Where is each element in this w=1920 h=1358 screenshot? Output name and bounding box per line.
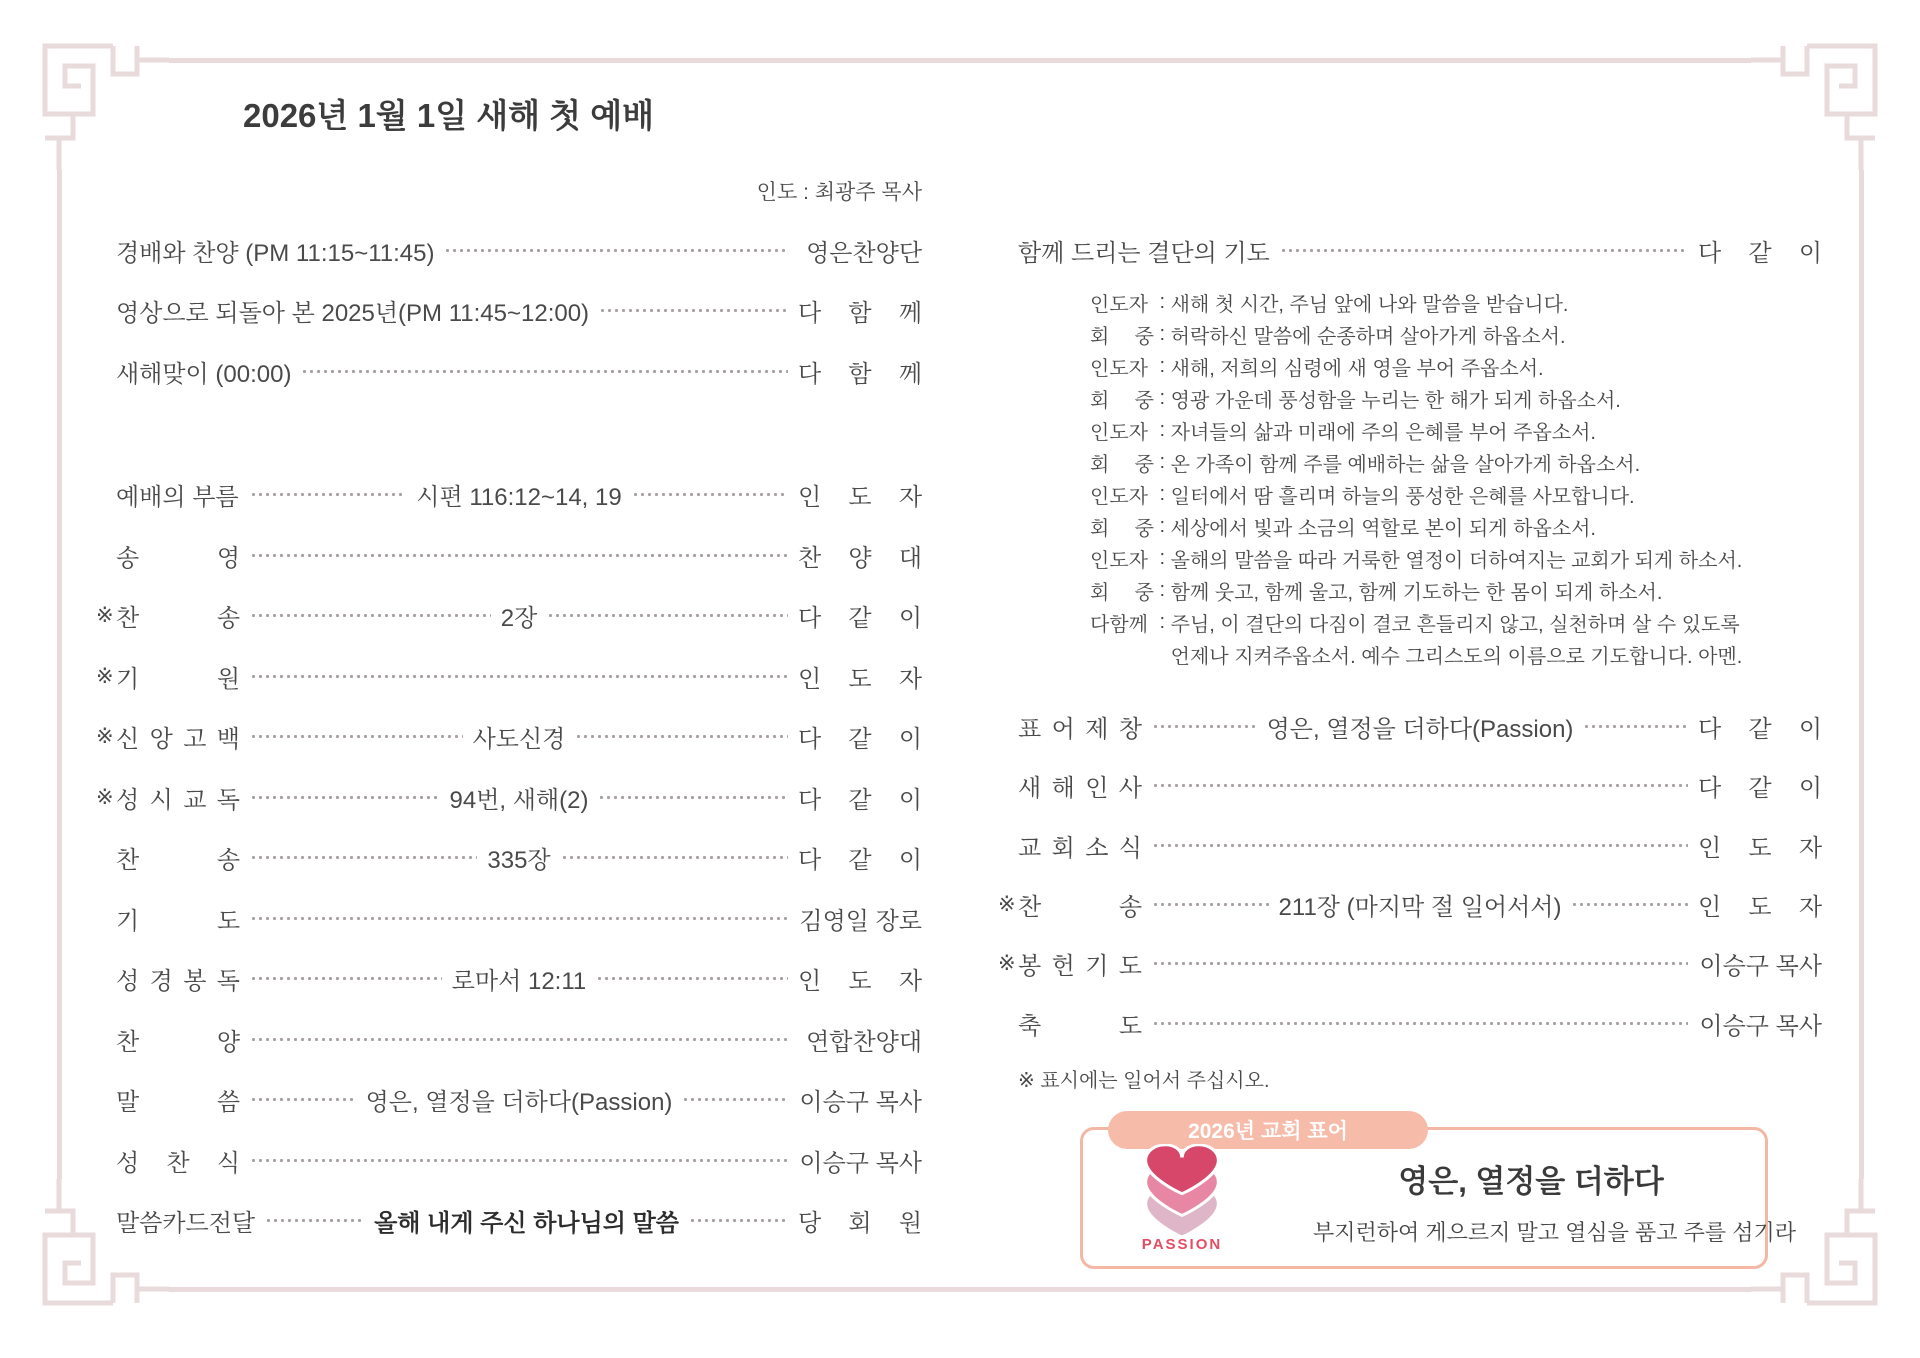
service-item-label <box>1018 946 1142 981</box>
char: 인 <box>798 665 822 693</box>
passion-caption: PASSION <box>1141 1236 1223 1253</box>
service-row <box>96 220 922 281</box>
char: 표 <box>1018 716 1042 744</box>
service-row <box>96 465 922 526</box>
dotted-leader <box>444 248 788 253</box>
service-item-assignee: 연합찬양대 <box>806 1028 922 1056</box>
standing-star-icon: ※ <box>998 893 1016 917</box>
dotted-leader <box>250 976 442 981</box>
prayer-speaker <box>1090 384 1154 413</box>
service-item-detail: 영은, 열정을 더하다(Passion) <box>1266 716 1574 744</box>
char: 영 <box>216 544 240 572</box>
dotted-leader <box>598 795 788 800</box>
prayer-line <box>1090 574 1742 606</box>
service-item-assignee <box>798 1203 922 1238</box>
char: 찬 <box>116 1028 140 1056</box>
service-row <box>96 525 922 586</box>
service-item-label: 예배의 부름 <box>116 484 239 512</box>
char: 함 <box>848 300 872 328</box>
prayer-line <box>1090 318 1742 350</box>
prayer-colon: : <box>1154 578 1171 601</box>
service-leader: 인도 : 최광주 목사 <box>756 181 922 204</box>
char: 중 <box>1134 325 1154 348</box>
standing-note: ※ 표시에는 일어서 주십시오. <box>1018 1070 1270 1092</box>
dotted-leader <box>250 916 788 921</box>
frame-line-right <box>1859 170 1864 1179</box>
char: 원 <box>898 1210 922 1238</box>
frame-line-top <box>169 58 1751 63</box>
frame-corner-ornament-bottom-right <box>1751 1179 1891 1319</box>
char: 시 <box>149 786 173 814</box>
standing-star-icon: ※ <box>96 604 114 628</box>
char: 자 <box>898 665 922 693</box>
char: 사 <box>1118 775 1142 803</box>
char: 다 <box>1698 775 1722 803</box>
prayer-speaker: 인도자 <box>1090 549 1148 572</box>
char: 이 <box>1798 775 1822 803</box>
char: 봉 <box>1018 953 1042 981</box>
char: 백 <box>216 726 240 754</box>
service-item-assignee <box>798 598 922 633</box>
service-item-label: 경배와 찬양 (PM 11:15~11:45) <box>116 239 435 267</box>
char: 송 <box>116 544 140 572</box>
char: 이 <box>898 786 923 814</box>
prayer-speaker: 인도자 <box>1090 421 1148 444</box>
dotted-leader <box>561 855 788 860</box>
prayer-speaker: 인도자 <box>1090 357 1148 380</box>
dotted-leader <box>632 492 788 497</box>
prayer-speaker <box>1090 512 1154 541</box>
standing-star-icon: ※ <box>998 952 1016 976</box>
char: 말 <box>116 1089 140 1117</box>
service-item-detail: 영은, 열정을 더하다(Passion) <box>365 1089 673 1117</box>
char: 교 <box>183 786 207 814</box>
service-item-assignee: 이승구 목사 <box>799 1149 922 1177</box>
dotted-leader <box>1152 961 1688 966</box>
char: 소 <box>1085 834 1109 862</box>
char: 대 <box>898 544 922 572</box>
service-item-label <box>116 719 240 754</box>
service-item-detail: 사도신경 <box>472 726 566 754</box>
service-row <box>96 341 922 402</box>
prayer-colon: : <box>1154 482 1171 505</box>
char: 송 <box>1118 894 1142 922</box>
order-of-worship-right <box>998 697 1822 1053</box>
char: 독 <box>216 968 240 996</box>
char: 자 <box>898 968 922 996</box>
char: 같 <box>848 786 872 814</box>
char: 신 <box>116 726 140 754</box>
dotted-leader <box>1583 724 1688 729</box>
prayer-colon: : <box>1154 290 1171 313</box>
dotted-leader <box>1152 902 1269 907</box>
char: 같 <box>1748 239 1772 267</box>
order-of-worship-left <box>96 220 922 1251</box>
prayer-text: 함께 웃고, 함께 울고, 함께 기도하는 한 몸이 되게 하소서. <box>1170 581 1663 604</box>
char: 앙 <box>149 726 173 754</box>
prayer-text: 일터에서 땀 흘리며 하늘의 풍성한 은혜를 사모합니다. <box>1170 485 1635 508</box>
frame-line-left <box>57 170 62 1179</box>
service-item-assignee <box>798 840 922 875</box>
char: 찬 <box>1018 894 1042 922</box>
char: 성 <box>116 968 140 996</box>
service-item-assignee: 김영일 장로 <box>799 907 922 935</box>
char: 교 <box>1018 834 1042 862</box>
service-item-detail: 시편 116:12~14, 19 <box>416 484 622 512</box>
prayer-line <box>1090 510 1742 542</box>
prayer-header-row <box>998 220 1822 281</box>
service-row <box>96 1070 922 1131</box>
dotted-leader <box>250 553 788 558</box>
char: 축 <box>1018 1012 1042 1040</box>
service-row <box>998 697 1822 756</box>
char: 이 <box>1798 716 1822 744</box>
service-row <box>998 756 1822 815</box>
char: 다 <box>1698 716 1722 744</box>
prayer-line <box>1090 446 1742 478</box>
char: 도 <box>216 907 240 935</box>
prayer-line <box>1090 350 1742 382</box>
char: 회 <box>1090 453 1110 476</box>
dotted-leader <box>596 976 788 981</box>
char: 기 <box>116 665 140 693</box>
dotted-leader <box>1280 248 1688 253</box>
service-item-label <box>116 780 240 815</box>
char: 인 <box>1698 834 1722 862</box>
service-item-assignee <box>798 538 922 573</box>
service-item-label <box>1018 768 1142 803</box>
prayer-text: 영광 가운데 풍성함을 누리는 한 해가 되게 하옵소서. <box>1170 389 1621 412</box>
char: 찬 <box>116 605 140 633</box>
service-item-assignee: 영은찬양단 <box>806 239 922 267</box>
service-item-label <box>116 1022 240 1057</box>
prayer-line <box>1090 478 1742 510</box>
prayer-line <box>1090 414 1742 446</box>
char: 원 <box>216 665 240 693</box>
service-item-label <box>1018 828 1142 863</box>
dotted-leader <box>547 613 788 618</box>
service-item-detail: 335장 <box>487 847 551 875</box>
frame-corner-ornament-top-left <box>29 30 169 170</box>
char: 식 <box>1118 834 1142 862</box>
service-row <box>998 816 1822 875</box>
char: 어 <box>1051 716 1075 744</box>
motto-tab-label: 2026년 교회 표어 <box>1108 1111 1428 1149</box>
char: 찬 <box>166 1149 190 1177</box>
service-item-label: 함께 드리는 결단의 기도 <box>1018 239 1270 267</box>
prayer-colon: : <box>1154 546 1171 569</box>
service-item-label <box>116 538 240 573</box>
dotted-leader <box>250 492 406 497</box>
char: 인 <box>798 968 822 996</box>
service-item-label <box>116 598 240 633</box>
service-row <box>96 1130 922 1191</box>
dotted-leader <box>250 613 491 618</box>
char: 회 <box>848 1210 872 1238</box>
char: 다 <box>798 360 822 388</box>
service-item-assignee: 이승구 목사 <box>799 1089 922 1117</box>
prayer-colon: : <box>1154 514 1171 537</box>
char: 송 <box>216 847 240 875</box>
dotted-leader <box>301 369 788 374</box>
char: 해 <box>1051 775 1075 803</box>
dotted-leader <box>682 1097 788 1102</box>
service-row <box>96 1009 922 1070</box>
service-item-detail: 2장 <box>500 605 538 633</box>
char: 이 <box>898 605 923 633</box>
service-item-label <box>116 1082 240 1117</box>
service-item-assignee <box>1698 768 1822 803</box>
service-item-detail: 올해 내게 주신 하나님의 말씀 <box>374 1210 679 1238</box>
service-item-label: 새해맞이 (00:00) <box>116 360 292 388</box>
dotted-leader <box>250 734 463 739</box>
service-row <box>998 993 1822 1052</box>
char: 새 <box>1018 775 1042 803</box>
service-item-label <box>1018 709 1142 744</box>
service-item-assignee: 이승구 목사 <box>1699 1012 1822 1040</box>
service-item-assignee <box>1698 709 1822 744</box>
service-item-assignee <box>1698 233 1822 268</box>
char: 제 <box>1085 716 1109 744</box>
dotted-leader <box>1152 843 1688 848</box>
motto-verse: 부지런하여 게으르지 말고 열심을 품고 주를 섬기라 <box>1313 1220 1796 1245</box>
char: 인 <box>1085 775 1109 803</box>
service-item-assignee <box>798 719 922 754</box>
service-item-assignee <box>798 477 922 512</box>
prayer-speaker <box>1090 576 1154 605</box>
service-row <box>96 1191 922 1252</box>
char: 께 <box>898 360 922 388</box>
char: 다 <box>798 786 822 814</box>
char: 다 <box>1698 239 1722 267</box>
char: 같 <box>848 726 872 754</box>
char: 회 <box>1090 581 1110 604</box>
char: 같 <box>1748 716 1772 744</box>
prayer-colon: : <box>1154 386 1171 409</box>
standing-star-icon: ※ <box>96 725 114 749</box>
char: 기 <box>116 907 140 935</box>
prayer-text: 올해의 말씀을 따라 거룩한 열정이 더하여지는 교회가 되게 하소서. <box>1170 549 1743 572</box>
char: 중 <box>1134 453 1154 476</box>
service-row <box>96 707 922 768</box>
char: 송 <box>216 605 240 633</box>
char: 도 <box>1118 1012 1142 1040</box>
char: 헌 <box>1051 953 1075 981</box>
prayer-line <box>1090 382 1742 414</box>
motto-slogan: 영은, 열정을 더하다 <box>1398 1164 1664 1199</box>
char: 도 <box>1118 953 1142 981</box>
service-item-label: 영상으로 되돌아 본 2025년(PM 11:45~12:00) <box>116 300 590 328</box>
char: 께 <box>898 300 922 328</box>
prayer-text: 허락하신 말씀에 순종하며 살아가게 하옵소서. <box>1170 325 1566 348</box>
char: 다 <box>798 300 822 328</box>
dotted-leader <box>1152 1021 1688 1026</box>
service-item-label <box>116 840 240 875</box>
dotted-leader <box>1571 902 1688 907</box>
responsive-prayer <box>1090 286 1742 670</box>
char: 도 <box>848 484 872 512</box>
service-row <box>96 949 922 1010</box>
prayer-speaker <box>1090 448 1154 477</box>
char: 도 <box>1748 894 1772 922</box>
frame-corner-ornament-top-right <box>1751 30 1891 170</box>
service-item-assignee <box>798 961 922 996</box>
standing-star-icon: ※ <box>96 785 114 809</box>
char: 이 <box>898 726 922 754</box>
char: 자 <box>898 484 922 512</box>
prayer-colon: : <box>1154 354 1171 377</box>
char: 성 <box>116 1149 140 1177</box>
service-item-assignee: 이승구 목사 <box>1699 953 1822 981</box>
dotted-leader <box>575 734 788 739</box>
char: 회 <box>1090 389 1110 412</box>
service-item-label <box>1018 887 1142 922</box>
service-row <box>96 281 922 342</box>
service-item-detail: 94번, 새해(2) <box>449 786 589 814</box>
dotted-leader <box>250 795 440 800</box>
service-row <box>96 828 922 889</box>
prayer-line <box>1090 542 1742 574</box>
service-item-label <box>1018 1006 1142 1041</box>
prayer-text: 새해 첫 시간, 주님 앞에 나와 말씀을 받습니다. <box>1170 293 1569 316</box>
service-row <box>998 875 1822 934</box>
char: 같 <box>848 605 872 633</box>
service-item-assignee <box>798 354 922 389</box>
service-row <box>96 586 922 647</box>
char: 인 <box>1698 894 1722 922</box>
prayer-colon: : <box>1154 610 1171 633</box>
service-item-assignee <box>1698 828 1822 863</box>
service-item-assignee <box>798 780 922 815</box>
prayer-text: 자녀들의 삶과 미래에 주의 은혜를 부어 주옵소서. <box>1170 421 1596 444</box>
service-item-label <box>116 961 240 996</box>
char: 찬 <box>116 847 140 875</box>
service-item-assignee <box>1698 887 1822 922</box>
char: 독 <box>216 786 240 814</box>
char: 성 <box>116 786 140 814</box>
char: 창 <box>1118 716 1142 744</box>
char: 찬 <box>798 544 822 572</box>
dotted-leader <box>1152 783 1688 788</box>
char: 함 <box>848 360 872 388</box>
service-item-label <box>116 901 240 936</box>
prayer-text: 새해, 저희의 심령에 새 영을 부어 주옵소서. <box>1170 357 1544 380</box>
prayer-speaker <box>1090 320 1154 349</box>
char: 다 <box>798 726 822 754</box>
service-item-detail: 211장 (마지막 절 일어서서) <box>1278 894 1562 922</box>
char: 경 <box>149 968 173 996</box>
char: 고 <box>183 726 207 754</box>
char: 도 <box>848 968 872 996</box>
prayer-line <box>1090 286 1742 318</box>
char: 자 <box>1798 834 1822 862</box>
char: 이 <box>898 847 923 875</box>
service-item-label <box>116 659 240 694</box>
standing-star-icon: ※ <box>96 664 114 688</box>
page-title: 2026년 1월 1일 새해 첫 예배 <box>243 97 654 134</box>
church-motto-box <box>1080 1120 1796 1269</box>
dotted-leader <box>1152 724 1257 729</box>
char: 다 <box>798 605 822 633</box>
char: 도 <box>1748 834 1772 862</box>
char: 회 <box>1090 325 1110 348</box>
prayer-colon: : <box>1154 450 1171 473</box>
dotted-leader <box>250 674 788 679</box>
service-row <box>998 934 1822 993</box>
prayer-line <box>1090 606 1742 638</box>
prayer-text: 세상에서 빛과 소금의 역할로 본이 되게 하옵소서. <box>1170 517 1596 540</box>
prayer-speaker: 인도자 <box>1090 293 1148 316</box>
char: 인 <box>798 484 822 512</box>
prayer-colon: : <box>1154 418 1171 441</box>
char: 중 <box>1134 389 1154 412</box>
char: 식 <box>216 1149 240 1177</box>
prayer-speaker: 다함께 <box>1090 613 1148 636</box>
char: 다 <box>798 847 822 875</box>
char: 같 <box>848 847 872 875</box>
service-row <box>96 646 922 707</box>
dotted-leader <box>250 1158 788 1163</box>
char: 기 <box>1085 953 1109 981</box>
prayer-text: 온 가족이 함께 주를 예배하는 삶을 살아가게 하옵소서. <box>1170 453 1641 476</box>
dotted-leader <box>689 1218 788 1223</box>
char: 중 <box>1134 517 1154 540</box>
char: 씀 <box>216 1089 240 1117</box>
char: 회 <box>1090 517 1110 540</box>
dotted-leader <box>250 855 477 860</box>
service-item-label: 말씀카드전달 <box>116 1210 256 1238</box>
prayer-colon: : <box>1154 322 1171 345</box>
service-item-assignee <box>798 659 922 694</box>
char: 도 <box>848 665 872 693</box>
char: 회 <box>1051 834 1075 862</box>
dotted-leader <box>250 1037 788 1042</box>
passion-hearts-icon <box>1143 1144 1221 1238</box>
char: 봉 <box>183 968 207 996</box>
char: 당 <box>798 1210 822 1238</box>
service-item-label <box>116 1143 240 1178</box>
service-row <box>96 888 922 949</box>
char: 중 <box>1134 581 1154 604</box>
char: 같 <box>1748 775 1772 803</box>
prayer-line <box>1090 638 1742 670</box>
frame-line-bottom <box>169 1287 1751 1292</box>
prayer-text: 언제나 지켜주옵소서. 예수 그리스도의 이름으로 기도합니다. 아멘. <box>1170 645 1743 668</box>
dotted-leader <box>265 1218 364 1223</box>
dotted-leader <box>599 308 788 313</box>
prayer-text: 주님, 이 결단의 다짐이 결코 흔들리지 않고, 실천하며 살 수 있도록 <box>1170 613 1740 636</box>
prayer-speaker: 인도자 <box>1090 485 1148 508</box>
char: 양 <box>848 544 872 572</box>
char: 양 <box>216 1028 240 1056</box>
dotted-leader <box>250 1097 356 1102</box>
service-item-assignee <box>798 293 922 328</box>
char: 자 <box>1798 894 1822 922</box>
service-row <box>96 767 922 828</box>
service-row <box>998 220 1822 281</box>
service-item-detail: 로마서 12:11 <box>451 968 587 996</box>
char: 이 <box>1798 239 1822 267</box>
